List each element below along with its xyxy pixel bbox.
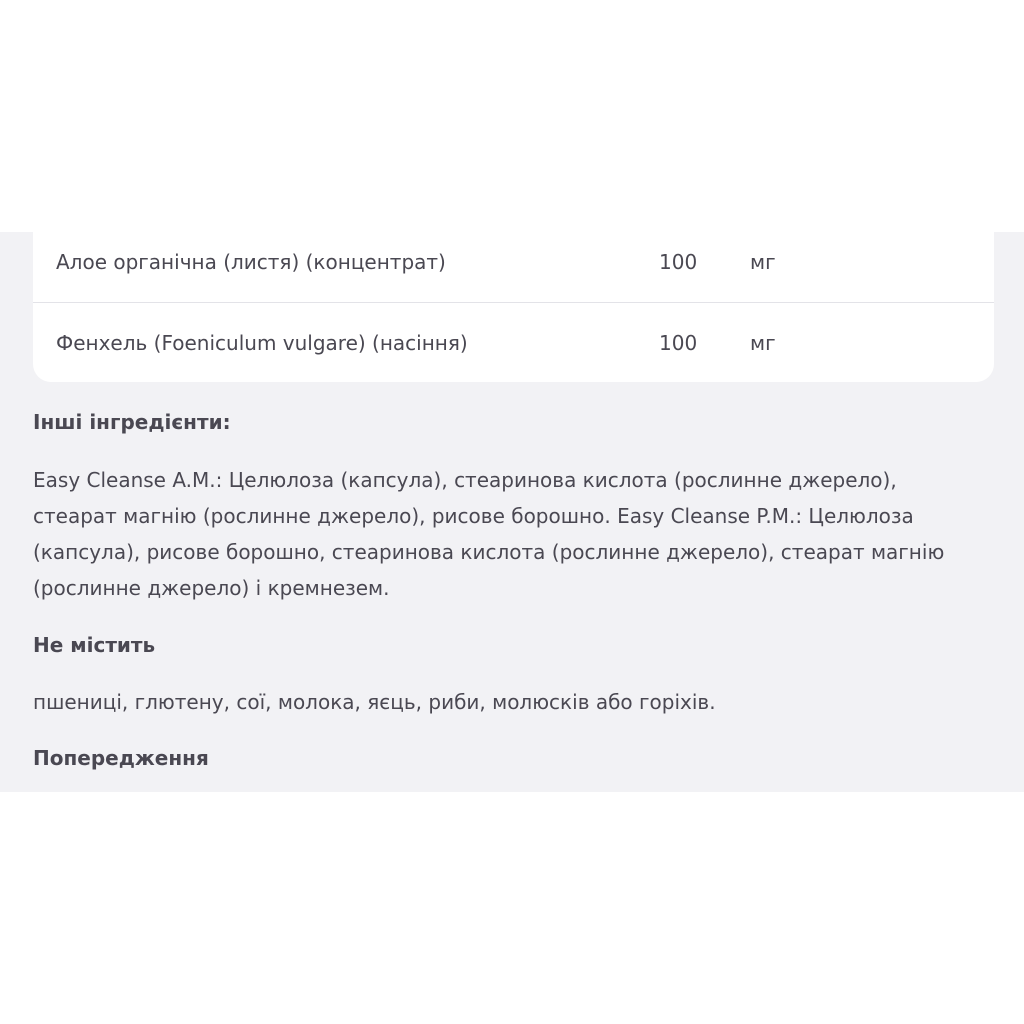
warnings-heading: Попередження — [33, 746, 209, 770]
ingredient-name: Алое органічна (листя) (концентрат) — [56, 250, 446, 274]
other-ingredients-text: Easy Cleanse A.M.: Целюлоза (капсула), стеаринова кислота (рослинне джерело), стеарат магнію (рослинне джерело), рисове борошно. Easy Cleanse P.M.: Целюлоза (капсула), рисове борошно, стеаринова кислота (рослинне джерело), стеарат магнію (рослинне джерело) і кремнезем. — [33, 468, 945, 600]
ingredient-unit: мг — [750, 331, 776, 355]
table-row — [33, 232, 994, 303]
ingredient-amount: 100 — [659, 250, 698, 274]
ingredient-name: Фенхель (Foeniculum vulgare) (насіння) — [56, 331, 468, 355]
free-from-text: пшениці, глютену, сої, молока, яєць, риби, молюсків або горіхів. — [33, 690, 716, 714]
other-ingredients-heading: Інші інгредієнти: — [33, 410, 231, 434]
table-row — [33, 303, 994, 382]
ingredient-amount: 100 — [659, 331, 698, 355]
product-info-panel — [0, 232, 1024, 792]
ingredients-table — [33, 232, 994, 382]
ingredient-unit: мг — [750, 250, 776, 274]
free-from-heading: Не містить — [33, 633, 156, 657]
